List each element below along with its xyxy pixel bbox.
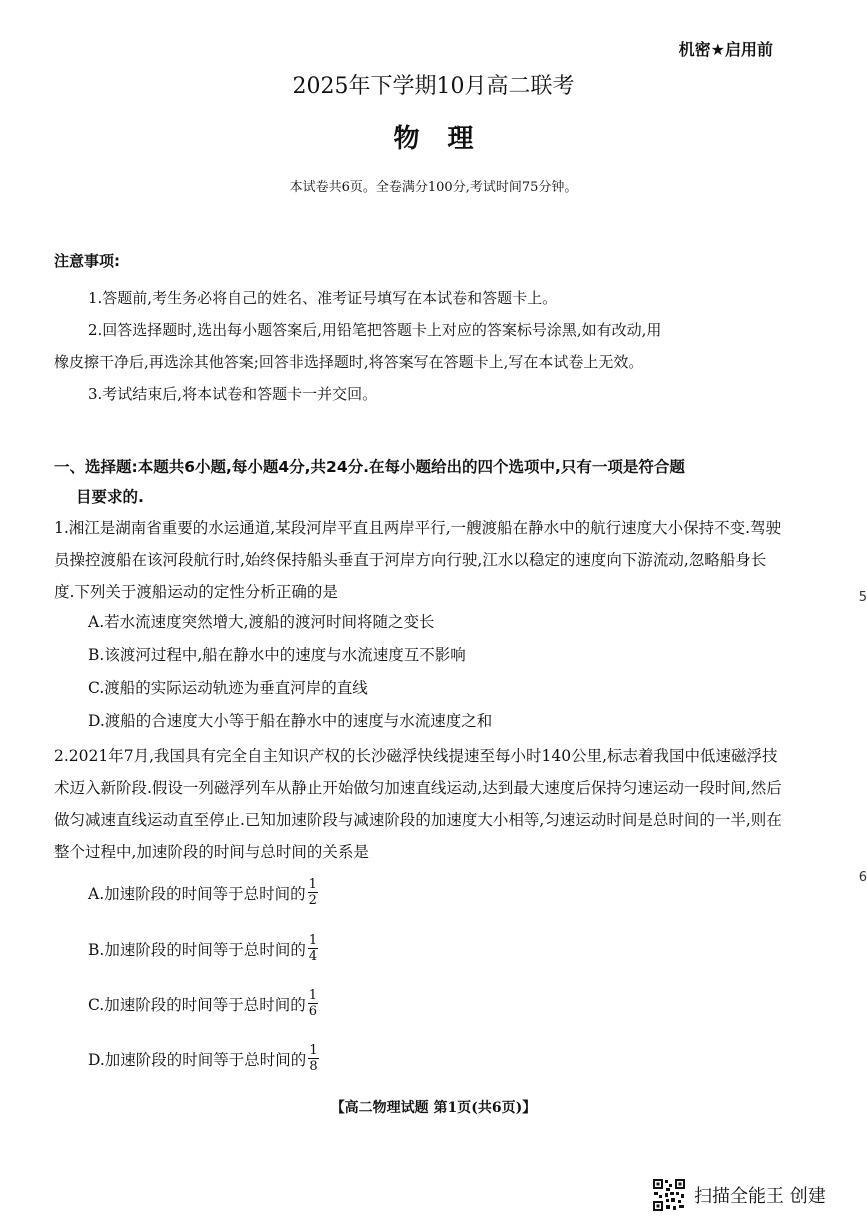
question-2-option-c bbox=[88, 988, 318, 1019]
option-b-text: B.加速阶段的时间等于总时间的 bbox=[88, 940, 306, 959]
option-a-fraction bbox=[308, 877, 318, 908]
fraction-numerator: 1 bbox=[309, 1043, 318, 1058]
confidential-label: 机密★启用前 bbox=[678, 40, 773, 59]
scanner-watermark bbox=[652, 1178, 826, 1212]
fraction-numerator: 1 bbox=[308, 877, 317, 892]
question-1-stem: 1.湘江是湖南省重要的水运通道,某段河岸平直且两岸平行,一艘渡船在静水中的航行速度大小保持不变.驾驶员操控渡船在该河段航行时,始终保持船头垂直于河岸方向行驶,江水以稳定的速度向下游流动,忽略船身长度.下列关于渡船运动的定性分析正确的是 bbox=[54, 519, 782, 601]
option-d-fraction bbox=[308, 1043, 318, 1074]
question-1-option-d: D.渡船的合速度大小等于船在静水中的速度与水流速度之和 bbox=[88, 712, 493, 730]
watermark-text: 扫描全能王 创建 bbox=[694, 1186, 826, 1207]
qr-code-icon bbox=[652, 1178, 686, 1212]
section-header bbox=[54, 452, 784, 512]
fraction-denominator: 6 bbox=[308, 1004, 318, 1019]
exam-title: 2025年下学期10月高二联考 bbox=[292, 74, 575, 99]
notice-item-3: 3.考试结束后,将本试卷和答题卡一并交回。 bbox=[88, 385, 378, 403]
fraction-denominator: 4 bbox=[308, 949, 318, 964]
fraction-numerator: 1 bbox=[308, 988, 318, 1003]
notice-item-1: 1.答题前,考生务必将自己的姓名、准考证号填写在本试卷和答题卡上。 bbox=[88, 289, 558, 307]
question-1-option-c: C.渡船的实际运动轨迹为垂直河岸的直线 bbox=[88, 679, 368, 697]
question-2-option-a bbox=[88, 877, 318, 908]
notice-heading: 注意事项: bbox=[54, 252, 120, 270]
margin-mark: 5 bbox=[858, 590, 867, 605]
section-header-line2: 目要求的. bbox=[76, 488, 144, 506]
fraction-denominator: 8 bbox=[309, 1059, 318, 1074]
option-c-text: C.加速阶段的时间等于总时间的 bbox=[88, 995, 306, 1014]
margin-mark: 6 bbox=[858, 870, 867, 885]
option-a-text: A.加速阶段的时间等于总时间的 bbox=[88, 884, 306, 903]
option-d-text: D.加速阶段的时间等于总时间的 bbox=[88, 1050, 307, 1069]
question-2-option-d bbox=[88, 1043, 319, 1074]
notice-item-2-line1: 2.回答选择题时,选出每小题答案后,用铅笔把答题卡上对应的答案标号涂黑,如有改动,用 bbox=[88, 321, 662, 339]
page-footer: 【高二物理试题 第1页(共6页)】 bbox=[330, 1100, 537, 1116]
section-header-line1: 一、选择题:本题共6小题,每小题4分,共24分.在每小题给出的四个选项中,只有一项是符合题 bbox=[54, 458, 685, 476]
fraction-numerator: 1 bbox=[308, 933, 318, 948]
question-2-option-b bbox=[88, 933, 318, 964]
option-b-fraction bbox=[308, 933, 318, 964]
option-c-fraction bbox=[308, 988, 318, 1019]
fraction-denominator: 2 bbox=[308, 893, 317, 908]
question-1-option-a: A.若水流速度突然增大,渡船的渡河时间将随之变长 bbox=[88, 613, 435, 631]
question-1-option-b: B.该渡河过程中,船在静水中的速度与水流速度互不影响 bbox=[88, 646, 466, 664]
notice-item-2-line2: 橡皮擦干净后,再选涂其他答案;回答非选择题时,将答案写在答题卡上,写在本试卷上无效。 bbox=[54, 353, 644, 371]
question-2-stem: 2.2021年7月,我国具有完全自主知识产权的长沙磁浮快线提速至每小时140公里,标志着我国中低速磁浮技术迈入新阶段.假设一列磁浮列车从静止开始做匀加速直线运动,达到最大速度后保持匀速运动一段时间,然后做匀减速直线运动直至停止.已知加速阶段与减速阶段的加速度大小相等,匀速运动时间是总时间的一半,则在整个过程中,加速阶段的时间与总时间的关系是 bbox=[54, 747, 782, 861]
subject-title: 物理 bbox=[393, 124, 502, 154]
exam-info: 本试卷共6页。全卷满分100分,考试时间75分钟。 bbox=[289, 180, 578, 195]
